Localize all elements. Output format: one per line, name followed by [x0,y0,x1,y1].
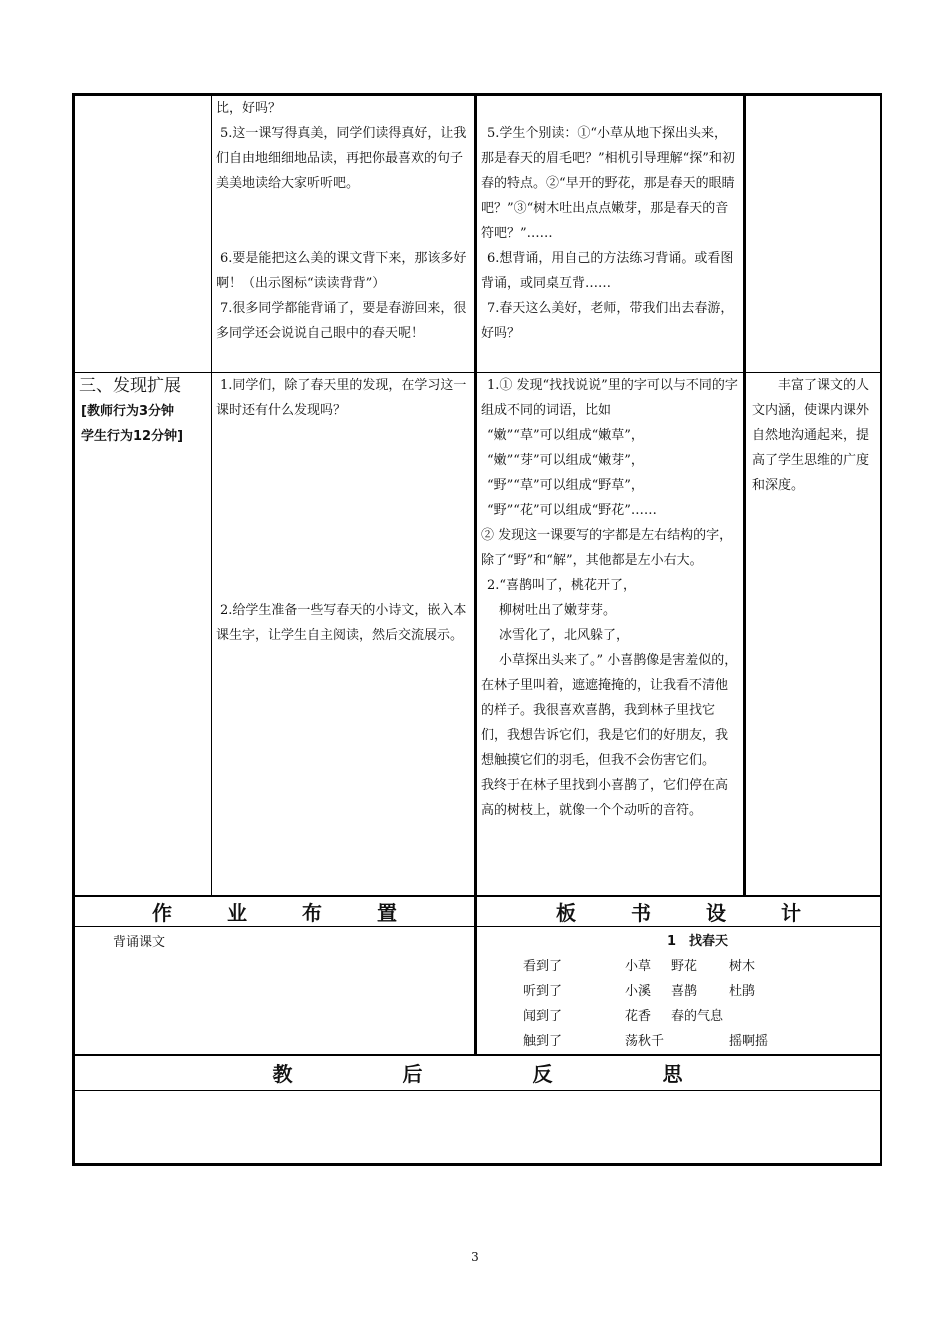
header-char: 后 [402,1062,423,1086]
homework-header [75,896,476,927]
student-text: 5.学生个别读：①“小草从地下探出头来，那是春天的眉毛吧？”相机引导理解“探”和初春的特点。②“早开的野花，那是春天的眼睛吧？”③“树木吐出点点嫩芽，那是春天的音符吧？”…… [481,126,735,241]
design-note-cell [745,373,881,896]
reflection-content [75,1090,881,1163]
board-label: 闻到了 [523,1008,563,1024]
stage-time-teacher: [教师行为3分钟 [81,404,174,419]
board-label: 看到了 [523,958,563,974]
stage-cell [75,373,212,896]
teacher-text: 2.给学生准备一些写春天的小诗文，嵌入本课生字，让学生自主阅读，然后交流展示。 [216,603,467,643]
header-char: 设 [706,900,726,925]
header-char: 作 [152,900,172,925]
header-char: 置 [377,900,397,925]
header-char: 业 [227,900,247,925]
board-row [477,954,880,979]
lesson-plan-table [72,93,882,1166]
table-row [75,896,881,927]
board-item: 摇啊摇 [729,1033,769,1049]
teacher-activity-cell [212,96,476,373]
board-item: 喜鹊 [671,983,698,999]
board-item: 小草 [625,958,652,974]
table-row [75,96,881,373]
teacher-text: 6.要是能把这么美的课文背下来，那该多好啊！（出示图标“读读背背”） [216,251,467,291]
student-text: “野”“草”可以组成“野草”， [487,478,644,493]
stage-time-student: 学生行为12分钟] [81,429,184,444]
student-text: 7.春天这么美好，老师，带我们出去春游，好吗？ [481,301,734,341]
board-cell [476,926,881,1055]
board-item: 春的气息 [671,1008,724,1024]
student-text: 冰雪化了，北风躲了， [499,628,630,643]
table-row [75,1090,881,1163]
table-row [75,1055,881,1091]
teacher-text: 5.这一课写得真美，同学们读得真好，让我们自由地细细地品读，再把你最喜欢的句子美美地读给大家听听吧。 [216,126,467,191]
student-text: 6.想背诵，用自己的方法练习背诵。或看图背诵，或同桌互背…… [481,251,734,291]
board-label: 触到了 [523,1033,563,1049]
board-item: 杜鹃 [729,983,756,999]
board-header [476,896,881,927]
student-text: 2.“喜鹊叫了，桃花开了， [487,578,637,593]
student-text: “嫩”“草”可以组成“嫩草”， [487,428,644,443]
board-item: 小溪 [625,983,652,999]
header-char: 布 [302,900,322,925]
student-text: 柳树吐出了嫩芽芽。 [499,603,617,618]
table-row [75,373,881,896]
homework-cell [75,926,476,1055]
board-item: 花香 [625,1008,652,1024]
board-item: 树木 [729,958,756,974]
student-text: 我终于在林子里找到小喜鹊了，它们停在高高的树枝上，就像一个个动听的音符。 [481,778,729,818]
board-item: 野花 [671,958,698,974]
board-row [477,979,880,1004]
teacher-text: 1.同学们，除了春天里的发现，在学习这一课时还有什么发现吗？ [216,378,467,418]
stage-title: 三、发现扩展 [79,376,181,396]
homework-content: 背诵课文 [113,934,166,950]
board-design [477,927,880,1054]
student-text: 小草探出头来了。” 小喜鹊像是害羞似的，在林子里叫着，遮遮掩掩的，让我看不清他的样子。我很喜欢喜鹊，我到林子里找它们，我想告诉它们，我是它们的好朋友，我想触摸它们的羽毛，但我不会伤害它们。 [481,653,738,768]
design-note-cell [745,96,881,373]
header-char: 板 [556,900,576,925]
page-number: 3 [471,1250,479,1264]
board-title: 1 找春天 [667,933,729,949]
board-item: 荡秋千 [625,1033,665,1049]
student-text: 1.① 发现“找找说说”里的字可以与不同的字组成不同的词语，比如 [481,378,738,418]
student-text: ② 发现这一课要写的字都是左右结构的字，除了“野”和“解”，其他都是左小右大。 [481,528,733,568]
header-char: 反 [532,1062,553,1086]
header-char: 书 [631,900,651,925]
student-text: “野”“花”可以组成“野花”…… [487,503,657,518]
student-activity-cell [476,373,745,896]
header-char: 思 [662,1062,683,1086]
design-note: 丰富了课文的人文内涵，使课内课外自然地沟通起来，提高了学生思维的广度和深度。 [752,378,870,493]
teacher-text: 7.很多同学都能背诵了，要是春游回来，很多同学还会说说自己眼中的春天呢！ [216,301,467,341]
lesson-table [74,95,881,1164]
table-row [75,926,881,1055]
stage-cell [75,96,212,373]
header-char: 计 [781,900,801,925]
reflection-header [75,1055,881,1091]
header-char: 教 [272,1062,293,1086]
board-row [477,1004,880,1029]
student-activity-cell [476,96,745,373]
board-row [477,1029,880,1054]
student-text: “嫩”“芽”可以组成“嫩芽”， [487,453,644,468]
board-label: 听到了 [523,983,563,999]
teacher-activity-cell [212,373,476,896]
teacher-text: 比，好吗？ [216,101,282,116]
